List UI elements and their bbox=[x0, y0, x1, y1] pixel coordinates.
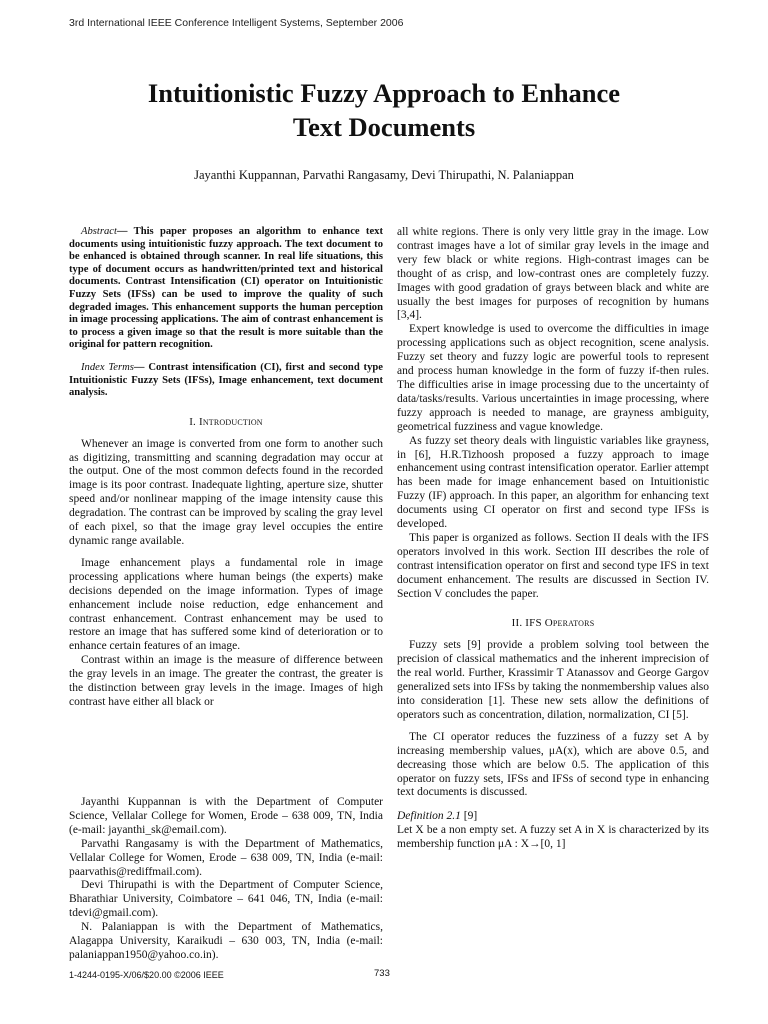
paragraph: Image enhancement plays a fundamental role in image processing applications where human beings (the experts) make decisions depended on the image information. Types of image enhancement include noise reduction, edge enhancement and contrast enhancement. Contrast enhancement may be used to restore an image that has suffered some kind of deterioration or to enhance certain features of an image. bbox=[69, 556, 383, 653]
left-column bbox=[69, 226, 383, 710]
paragraph: Whenever an image is converted from one form to another such as digitizing, transmitting and scanning degradation may occur at the output. One of the most common defects found in the recorded image is its poor contrast. Inadequate lighting, aperture size, shutter speed and/or nonlinear mapping of the image intensity cause this degradation. The contrast can be improved by scaling the gray level of each pixel, so that the image gray level occupies the entire dynamic range available. bbox=[69, 437, 383, 547]
definition-ref: [9] bbox=[460, 810, 478, 823]
abstract-text: — This paper proposes an algorithm to enhance text documents using intuitionistic fuzzy approach. The text document to be enhanced is obtained through scanner. In real life situations, this type of document occurs as handwritten/printed text and historical documents. Contrast Intensification (CI) operator on Intuitionistic Fuzzy Sets (IFSs) can be used to improve the quality of such degraded images. This enhancement supports the human perception in image processing applications. The aim of contrast enhancement is to process a given image so that the result is more suitable than the original for pattern recognition. bbox=[69, 226, 383, 351]
footnote: Devi Thirupathi is with the Department of Computer Science, Bharathiar University, Coimbatore – 641 046, TN, India (e-mail: tdevi@gmail.com). bbox=[69, 879, 383, 920]
footnote: N. Palaniappan is with the Department of Mathematics, Alagappa University, Karaikudi – 630 003, TN, India (e-mail: palaniappan1950@yahoo.co.in). bbox=[69, 921, 383, 961]
paragraph: Expert knowledge is used to overcome the difficulties in image processing applications such as object recognition, scene analysis. Fuzzy set theory and fuzzy logic are powerful tools to represent and process human knowledge in the form of fuzzy if-then rules. The difficulties arise in image processing due to the uncertainty of data/tasks/results. Various uncertainties in image processing, where fuzzy approach is needed to manage, are grayness ambiguity, geometrical fuzziness and vague knowledge. bbox=[397, 323, 709, 433]
paragraph: all white regions. There is only very little gray in the image. Low contrast images have a lot of similar gray levels in the image and very few black or white regions. High-contrast images can be thought of as crisp, and low-contrast ones are completely fuzzy. Images with good gradation of grays between black and white are usually the best images for purposes of recognition by humans [3,4]. bbox=[397, 226, 709, 322]
definition-heading bbox=[397, 810, 709, 824]
right-column bbox=[397, 226, 709, 852]
section-heading-introduction: I. Introduction bbox=[189, 415, 263, 428]
index-terms-text: — Contrast intensification (CI), first and second type Intuitionistic Fuzzy Sets (IFSs), Image enhancement, text document analysis. bbox=[69, 361, 383, 399]
title-line-2: Text Documents bbox=[292, 112, 476, 142]
paragraph: This paper is organized as follows. Section II deals with the IFS operators involved in this work. Section III describes the role of contrast intensification operator on first and second type IFS in text document enhancement. The results are discussed in Section IV. Section V concludes the paper. bbox=[397, 531, 709, 600]
page-number: 733 bbox=[374, 968, 390, 979]
author-list: Jayanthi Kuppannan, Parvathi Rangasamy, Devi Thirupathi, N. Palaniappan bbox=[194, 168, 574, 182]
author-footnotes bbox=[69, 796, 383, 963]
abstract-label: Abstract bbox=[81, 226, 117, 237]
index-terms-label: Index Terms bbox=[81, 361, 134, 373]
section-heading-ifs-operators: II. IFS Operators bbox=[511, 617, 595, 630]
footnote: Jayanthi Kuppannan is with the Department of Computer Science, Vellalar College for Women, Erode – 638 009, TN, India (e-mail: jayanthi_sk@email.com). bbox=[69, 796, 383, 836]
running-header: 3rd International IEEE Conference Intelligent Systems, September 2006 bbox=[69, 17, 404, 29]
paragraph: Fuzzy sets [9] provide a problem solving tool between the precision of classical mathematics and the inherent imprecision of the real world. Further, Krassimir T Atanassov and George Gargov generalized sets into IFSs by taking the nonmembership values also into consideration [1]. These new sets allow the definitions of operators such as concentration, dilation, normalization, CI [5]. bbox=[397, 639, 709, 721]
paragraph: As fuzzy set theory deals with linguistic variables like grayness, in [6], H.R.Tizhoosh proposed a fuzzy approach to image enhancement using contrast intensification operator. Earlier attempt has been made for image enhancement based on Intuitionistic Fuzzy (IF) approach. In this paper, an algorithm for enhancing text documents using CI operator on first and second type IFSs is developed. bbox=[397, 434, 709, 531]
abstract bbox=[69, 226, 383, 352]
index-terms bbox=[69, 362, 383, 400]
copyright-line: 1-4244-0195-X/06/$20.00 ©2006 IEEE bbox=[69, 970, 224, 980]
paragraph: The CI operator reduces the fuzziness of a fuzzy set A by increasing membership values, μA(x), which are above 0.5, and decreasing those which are below 0.5. The application of this operator on fuzzy sets, IFSs and IFSs of second type in enhancing text documents is discussed. bbox=[397, 730, 709, 799]
footnote: Parvathi Rangasamy is with the Department of Mathematics, Vellalar College for Women, Erode – 638 009, TN, India (e-mail: paarvathis@rediffmail.com). bbox=[69, 837, 383, 878]
definition-text: Let X be a non empty set. A fuzzy set A in X is characterized by its membership function μA : X→[0, 1] bbox=[397, 824, 709, 851]
title-line-1: Intuitionistic Fuzzy Approach to Enhance bbox=[147, 78, 621, 108]
paragraph: Contrast within an image is the measure of difference between the gray levels in an image. The greater the contrast, the greater is the distinction between gray levels in the image. Images of high contrast have either all black or bbox=[69, 654, 383, 708]
paper-title bbox=[60, 76, 708, 144]
definition-label: Definition 2.1 bbox=[397, 810, 461, 823]
